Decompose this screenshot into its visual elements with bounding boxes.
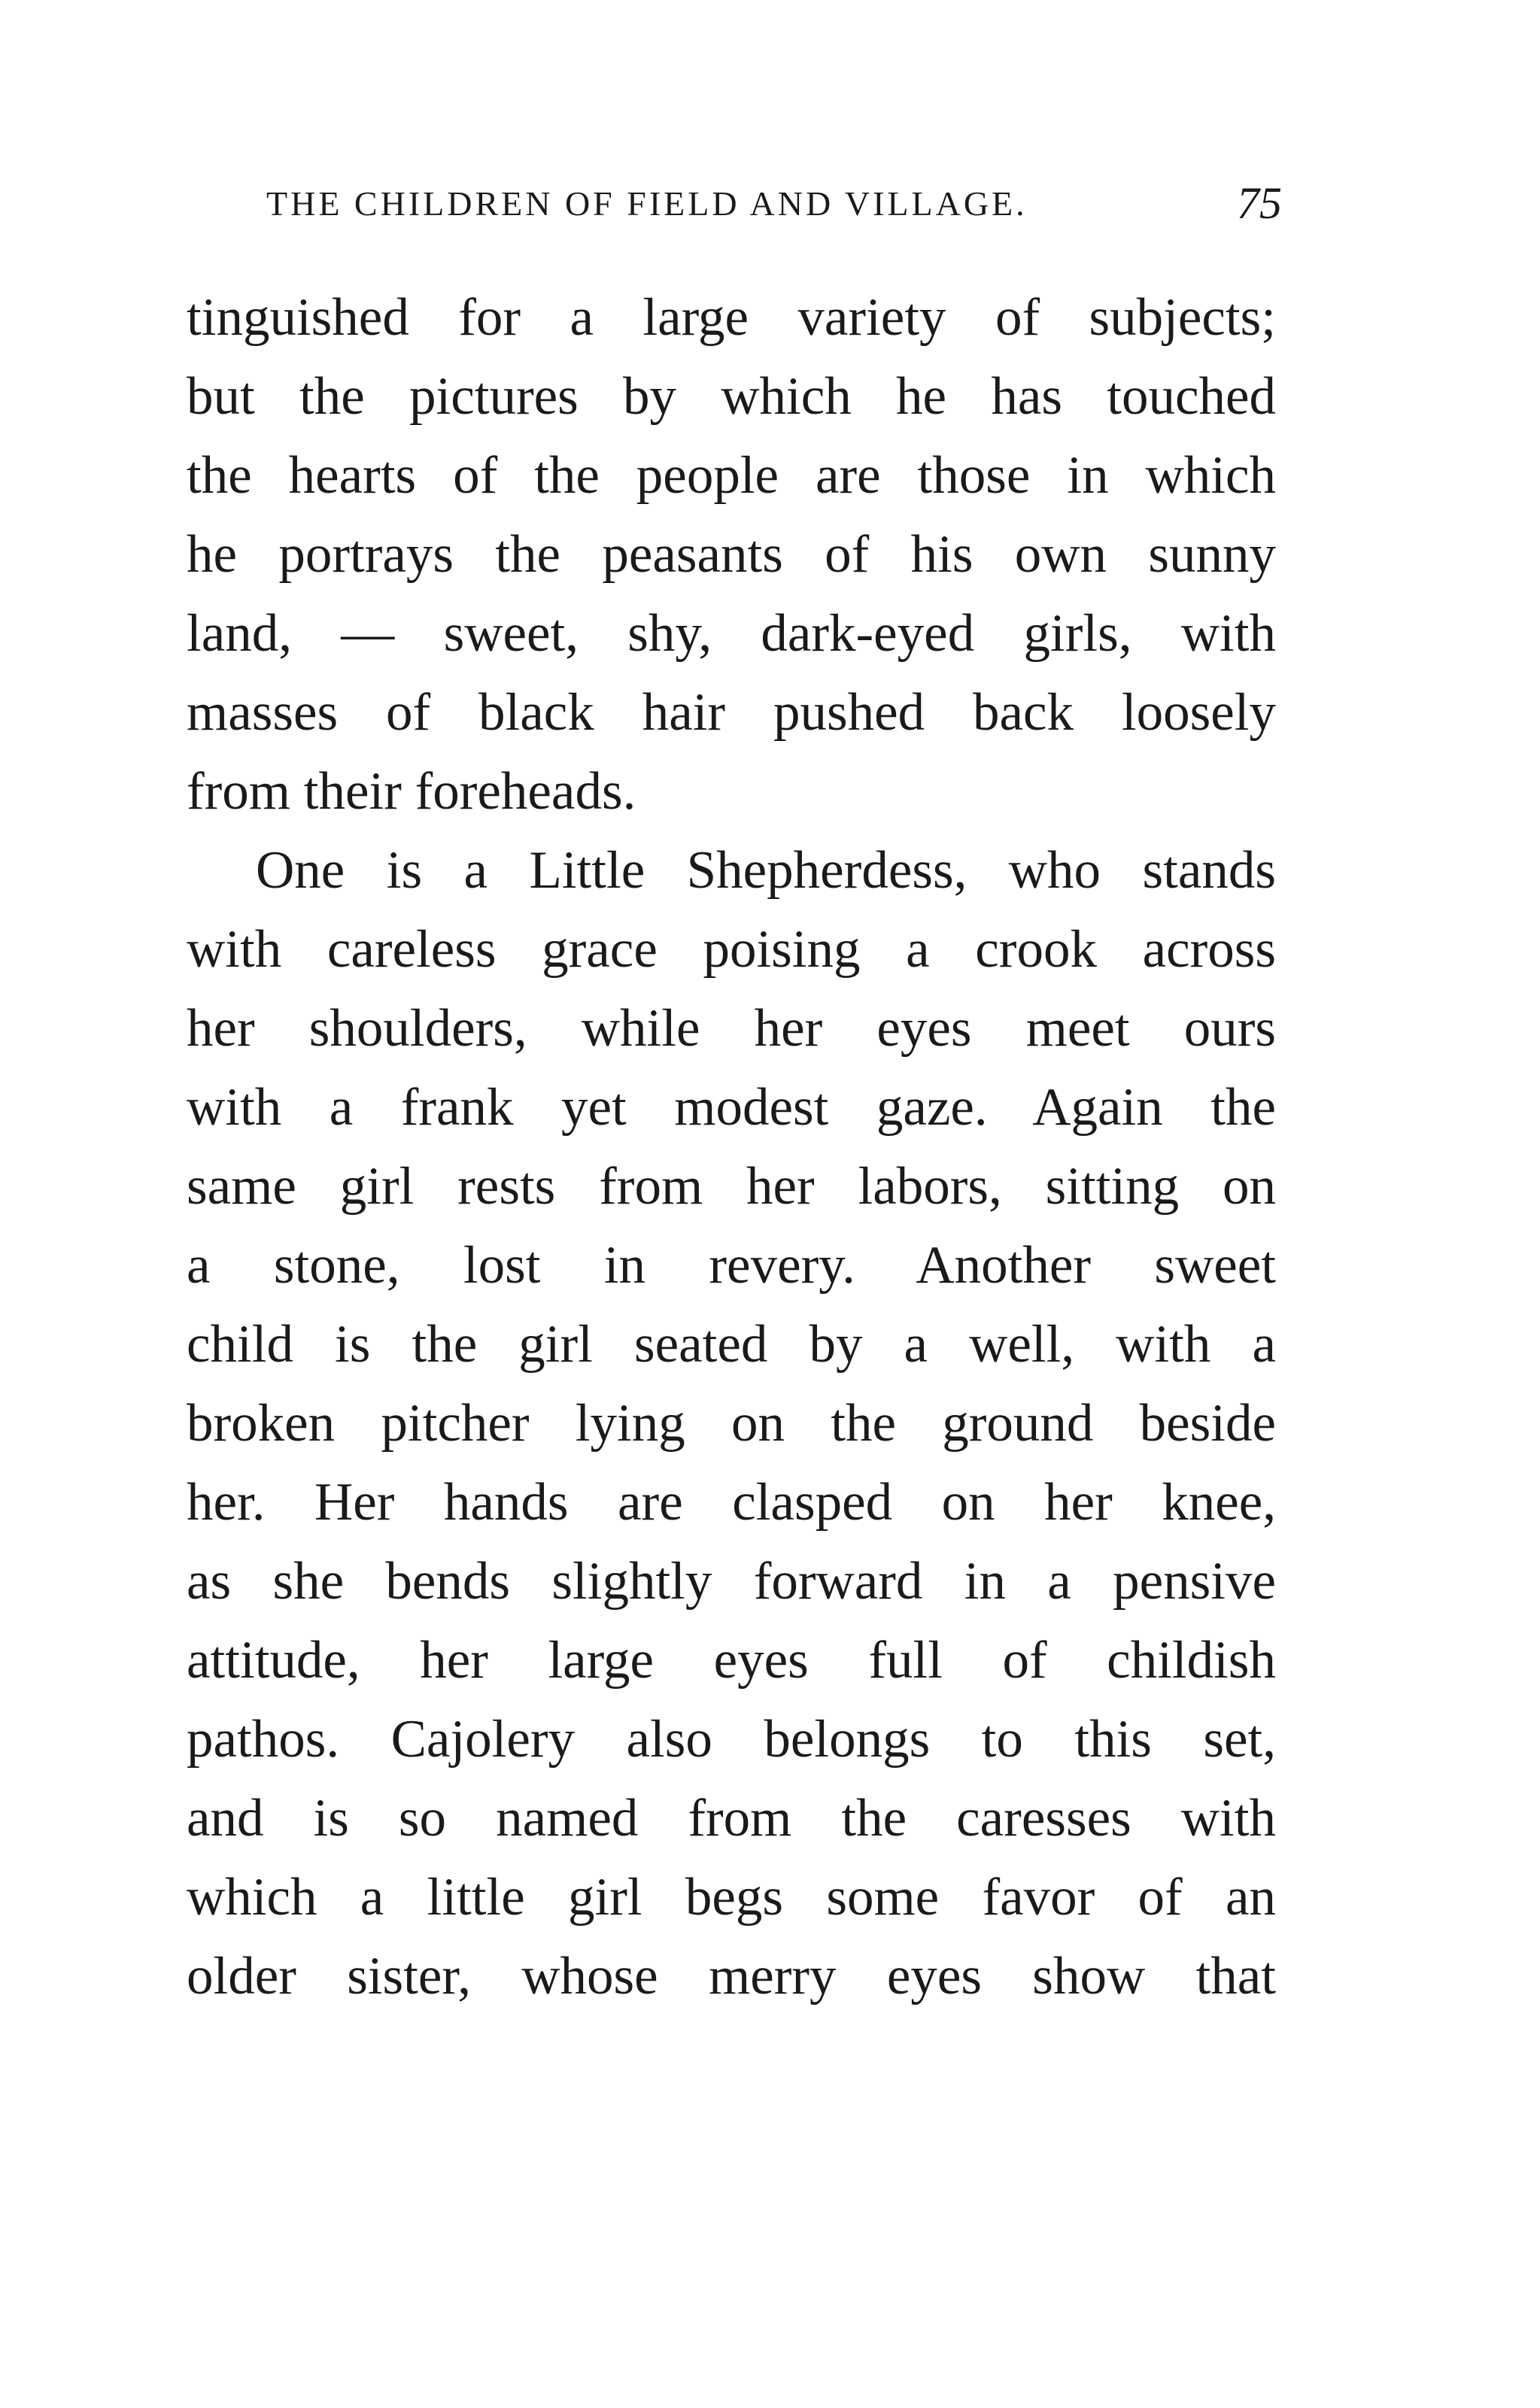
text-line: pathos. Cajolery also belongs to this set, <box>187 1710 1276 1769</box>
text-line: from their foreheads. <box>187 762 636 821</box>
text-line: her. Her hands are clasped on her knee, <box>187 1473 1276 1532</box>
text-line: as she bends slightly forward in a pensive <box>187 1552 1276 1611</box>
text-line: land, — sweet, shy, dark-eyed girls, with <box>187 604 1276 663</box>
running-head <box>266 178 1282 230</box>
page-number: 75 <box>1237 178 1282 228</box>
running-title: THE CHILDREN OF FIELD AND VILLAGE. <box>266 184 1028 223</box>
text-line: child is the girl seated by a well, with a <box>187 1315 1276 1374</box>
text-line: broken pitcher lying on the ground beside <box>187 1394 1276 1453</box>
text-line: with careless grace poising a crook across <box>187 920 1276 979</box>
text-line: he portrays the peasants of his own sunny <box>187 525 1276 584</box>
text-line: tinguished for a large variety of subjects; <box>187 288 1276 347</box>
text-line: but the pictures by which he has touched <box>187 367 1276 426</box>
text-line: masses of black hair pushed back loosely <box>187 683 1276 742</box>
text-line: older sister, whose merry eyes show that <box>187 1947 1276 2006</box>
text-line: which a little girl begs some favor of an <box>187 1868 1276 1927</box>
text-line: same girl rests from her labors, sitting on <box>187 1157 1276 1216</box>
body-text <box>187 278 1276 2016</box>
text-line: and is so named from the caresses with <box>187 1789 1276 1848</box>
text-line: her shoulders, while her eyes meet ours <box>187 999 1276 1058</box>
text-line: attitude, her large eyes full of childish <box>187 1631 1276 1690</box>
text-line: a stone, lost in revery. Another sweet <box>187 1236 1276 1295</box>
text-line: One is a Little Shepherdess, who stands <box>256 841 1276 900</box>
text-line: the hearts of the people are those in which <box>187 446 1276 505</box>
text-line: with a frank yet modest gaze. Again the <box>187 1078 1276 1137</box>
